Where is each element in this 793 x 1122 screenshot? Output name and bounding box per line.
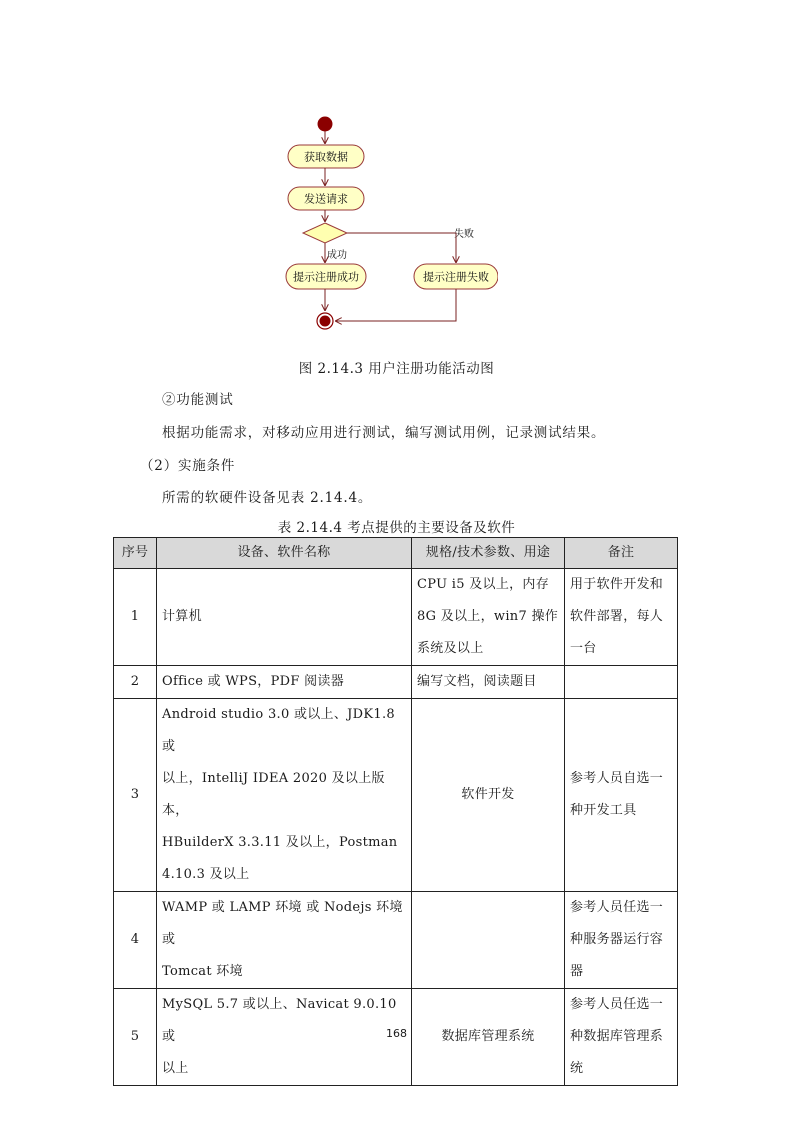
table-row <box>114 699 678 892</box>
initial-node <box>318 117 333 132</box>
edge-label-failure: 失败 <box>454 229 474 240</box>
header-no: 序号 <box>114 538 157 569</box>
cell-name: MySQL 5.7 或以上、Navicat 9.0.10 或 以上 <box>157 989 412 1086</box>
activity-success-label: 提示注册成功 <box>293 270 359 284</box>
cell-name: Office 或 WPS，PDF 阅读器 <box>157 666 412 699</box>
header-name: 设备、软件名称 <box>157 538 412 569</box>
cell-no: 2 <box>114 666 157 699</box>
equipment-table <box>113 537 678 1086</box>
table-row <box>114 892 678 989</box>
figure-caption: 图 2.14.3 用户注册功能活动图 <box>298 361 495 377</box>
cell-no: 5 <box>114 989 157 1086</box>
cell-spec: 编写文档，阅读题目 <box>412 666 565 699</box>
activity-get-data-label: 获取数据 <box>304 150 348 164</box>
header-note: 备注 <box>565 538 678 569</box>
cell-note: 参考人员任选一 种数据库管理系 统 <box>565 989 678 1086</box>
table-header-row <box>114 538 678 569</box>
cell-spec <box>412 892 565 989</box>
header-spec: 规格/技术参数、用途 <box>412 538 565 569</box>
decision-node <box>303 223 347 243</box>
cell-no: 4 <box>114 892 157 989</box>
section-conditions-body: 所需的软硬件设备见表 2.14.4。 <box>162 490 373 506</box>
section-test-heading: ②功能测试 <box>162 392 234 408</box>
cell-no: 3 <box>114 699 157 892</box>
cell-spec: 软件开发 <box>412 699 565 892</box>
cell-note: 用于软件开发和 软件部署，每人 一台 <box>565 569 678 666</box>
cell-name: 计算机 <box>157 569 412 666</box>
activity-diagram <box>278 110 498 335</box>
table-row <box>114 569 678 666</box>
cell-name: WAMP 或 LAMP 环境 或 Nodejs 环境 或 Tomcat 环境 <box>157 892 412 989</box>
cell-spec: CPU i5 及以上，内存 8G 及以上，win7 操作 系统及以上 <box>412 569 565 666</box>
section-test-body: 根据功能需求，对移动应用进行测试，编写测试用例，记录测试结果。 <box>162 425 606 441</box>
table-row <box>114 666 678 699</box>
cell-note: 参考人员自选一 种开发工具 <box>565 699 678 892</box>
cell-name: Android studio 3.0 或以上、JDK1.8 或 以上，IntelliJ IDEA 2020 及以上版本， HBuilderX 3.3.11 及以上，Postman 4.10.3 及以上 <box>157 699 412 892</box>
cell-note <box>565 666 678 699</box>
table-title: 表 2.14.4 考点提供的主要设备及软件 <box>277 520 516 536</box>
cell-note: 参考人员任选一 种服务器运行容 器 <box>565 892 678 989</box>
activity-failure-label: 提示注册失败 <box>423 270 489 284</box>
edge-label-success: 成功 <box>327 250 347 261</box>
activity-send-request-label: 发送请求 <box>304 192 348 206</box>
page-number: 168 <box>386 1027 407 1040</box>
section-conditions-heading: （2）实施条件 <box>140 458 236 474</box>
cell-no: 1 <box>114 569 157 666</box>
cell-spec: 数据库管理系统 <box>412 989 565 1086</box>
